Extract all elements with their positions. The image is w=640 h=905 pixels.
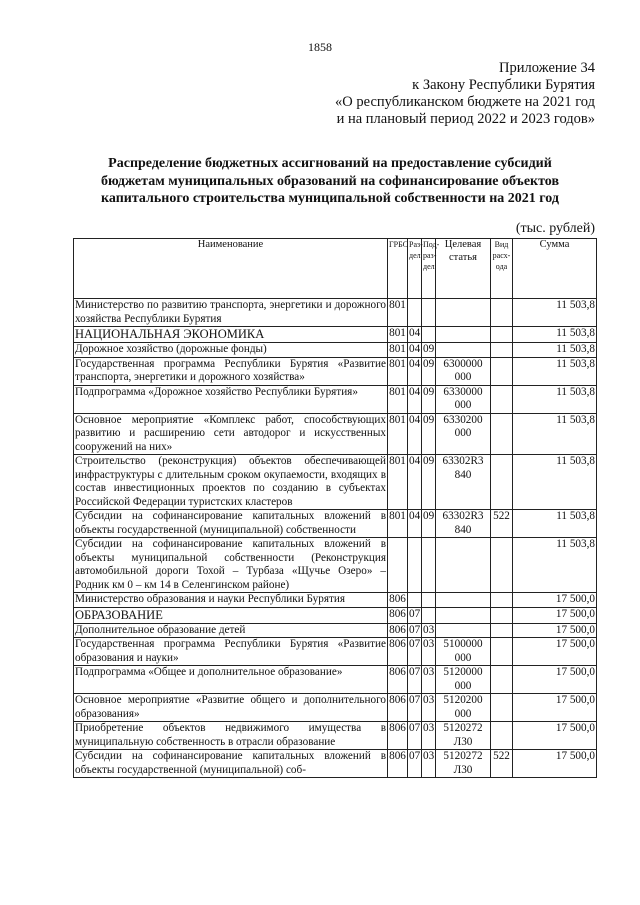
cell-target (436, 593, 491, 608)
cell-target: 5120272 Л30 (436, 722, 491, 750)
cell-name: ОБРАЗОВАНИЕ (74, 607, 388, 623)
table-row (74, 638, 597, 666)
title-line: капитального строительства муниципальной собственности на 2021 год (101, 191, 559, 206)
cell-sum: 11 503,8 (513, 327, 597, 343)
cell-razdel (408, 299, 422, 327)
cell-podrazdel: 09 (422, 455, 436, 510)
table-row (74, 455, 597, 510)
table-header-row (74, 239, 597, 299)
cell-name: Министерство образования и науки Республики Бурятия (74, 593, 388, 608)
cell-name: Субсидии на софинансирование капитальных вложений в объекты государственной (муниципальной) соб- (75, 750, 386, 776)
cell-razdel: 07 (408, 722, 422, 750)
title-line: бюджетам муниципальных образований на софинансирование объектов (100, 173, 560, 189)
cell-grbs: 801 (388, 413, 408, 455)
cell-target (436, 538, 491, 593)
cell-podrazdel: 09 (422, 510, 436, 538)
cell-grbs: 806 (388, 694, 408, 722)
table-row (74, 413, 597, 455)
cell-sum: 17 500,0 (513, 750, 597, 778)
cell-razdel: 04 (409, 343, 421, 355)
col-header-grbs: ГРБС (388, 239, 408, 299)
cell-grbs: 806 (388, 666, 408, 694)
cell-grbs (388, 538, 408, 593)
cell-target: 5100000 000 (436, 638, 491, 666)
cell-podrazdel (422, 299, 436, 327)
cell-podrazdel (422, 327, 436, 343)
col-header-razdel: Раз-дел (408, 239, 422, 299)
cell-razdel: 07 (408, 666, 422, 694)
cell-expense-type (491, 666, 513, 694)
cell-podrazdel: 03 (423, 623, 435, 636)
budget-table (73, 238, 597, 778)
cell-target: 6330000 000 (436, 385, 491, 413)
cell-name: НАЦИОНАЛЬНАЯ ЭКОНОМИКА (74, 327, 388, 343)
cell-podrazdel: 09 (423, 343, 435, 355)
cell-expense-type: 522 (491, 510, 513, 538)
col-header-target: Целевая статья (436, 239, 491, 299)
cell-sum: 11 503,8 (513, 385, 597, 413)
cell-name: Основное мероприятие «Развитие общего и дополнительного образования» (75, 694, 386, 720)
table-row (74, 538, 597, 593)
cell-grbs: 801 (388, 385, 408, 413)
cell-target: 63302R3 840 (436, 455, 491, 510)
cell-expense-type (491, 694, 513, 722)
cell-expense-type (491, 722, 513, 750)
cell-expense-type (491, 299, 513, 327)
cell-razdel: 04 (408, 327, 422, 343)
cell-expense-type (491, 343, 513, 358)
cell-grbs: 801 (388, 299, 408, 327)
cell-podrazdel: 03 (422, 694, 436, 722)
cell-expense-type (491, 327, 513, 343)
cell-podrazdel: 09 (422, 413, 436, 455)
cell-target: 63302R3 840 (436, 510, 491, 538)
cell-grbs: 801 (388, 455, 408, 510)
cell-sum: 11 503,8 (513, 343, 597, 358)
cell-podrazdel: 03 (422, 722, 436, 750)
cell-expense-type (491, 413, 513, 455)
cell-sum: 11 503,8 (513, 413, 597, 455)
cell-sum: 17 500,0 (513, 694, 597, 722)
cell-name: Государственная программа Республики Бурятия «Развитие транспорта, энергетики и дорожного хозяйства» (75, 357, 386, 383)
cell-razdel: 04 (408, 510, 422, 538)
cell-razdel: 07 (409, 623, 421, 636)
table-row (74, 694, 597, 722)
cell-expense-type (491, 538, 513, 593)
cell-expense-type (491, 357, 513, 385)
appendix-line: и на плановый период 2022 и 2023 годов» (336, 111, 595, 127)
cell-target: 5120272 Л30 (436, 750, 491, 778)
cell-name: Подпрограмма «Общее и дополнительное образование» (74, 666, 388, 694)
cell-sum: 17 500,0 (513, 722, 597, 750)
cell-razdel: 07 (408, 694, 422, 722)
cell-expense-type (491, 623, 513, 638)
cell-razdel: 04 (408, 385, 422, 413)
appendix-line: к Закону Республики Бурятия (412, 77, 595, 93)
cell-podrazdel (422, 538, 436, 593)
cell-grbs: 806 (389, 623, 406, 636)
cell-expense-type (491, 607, 513, 623)
cell-sum: 17 500,0 (513, 666, 597, 694)
cell-target (436, 327, 491, 343)
table-row (74, 623, 597, 638)
cell-grbs: 806 (388, 750, 408, 778)
cell-expense-type (491, 455, 513, 510)
cell-razdel: 07 (408, 638, 422, 666)
cell-expense-type (491, 638, 513, 666)
cell-name: Основное мероприятие «Комплекс работ, способствующих развитию и расширению сети автодорог и искусственных сооружений на них» (75, 413, 386, 453)
cell-grbs: 806 (389, 593, 406, 605)
cell-sum: 17 500,0 (513, 593, 597, 608)
cell-target (436, 343, 491, 358)
cell-grbs: 806 (388, 722, 408, 750)
table-row (74, 357, 597, 385)
cell-grbs: 801 (388, 510, 408, 538)
cell-sum: 17 500,0 (513, 607, 597, 623)
cell-podrazdel: 03 (422, 638, 436, 666)
cell-grbs: 806 (388, 607, 408, 623)
cell-razdel: 04 (408, 455, 422, 510)
title-line: Распределение бюджетных ассигнований на предоставление субсидий (108, 156, 552, 171)
table-body (74, 299, 597, 778)
cell-name: Дорожное хозяйство (дорожные фонды) (74, 343, 388, 358)
cell-name: Министерство по развитию транспорта, энергетики и дорожного хозяйства Республики Бурятия (75, 299, 386, 325)
cell-name: Приобретение объектов недвижимого имущества в муниципальную собственность в отрасли образование (75, 722, 386, 748)
cell-razdel (408, 593, 422, 608)
cell-sum: 11 503,8 (513, 357, 597, 385)
cell-sum: 11 503,8 (513, 455, 597, 510)
col-header-sum: Сумма (513, 239, 597, 299)
cell-podrazdel: 03 (422, 666, 436, 694)
cell-target: 6330200 000 (436, 413, 491, 455)
cell-expense-type (491, 385, 513, 413)
col-header-podrazdel: Под-раз-дел (422, 239, 436, 299)
cell-target: 5120000 000 (436, 666, 491, 694)
appendix-line: «О республиканском бюджете на 2021 год (335, 94, 595, 110)
table-row (74, 327, 597, 343)
cell-grbs: 801 (389, 343, 406, 355)
cell-target (436, 299, 491, 327)
cell-target: 6300000 000 (436, 357, 491, 385)
cell-expense-type: 522 (491, 750, 513, 778)
cell-grbs: 801 (388, 357, 408, 385)
table-row (74, 343, 597, 358)
cell-name: Строительство (реконструкция) объектов обеспечивающей инфраструктуры с длительным сроком окупаемости, входящих в состав инвестиционных проектов по созданию в субъектах Российской Федерации туристских кластеров (75, 455, 386, 508)
table-row (74, 722, 597, 750)
cell-razdel: 04 (408, 413, 422, 455)
cell-podrazdel: 09 (422, 357, 436, 385)
table-row (74, 666, 597, 694)
cell-name: Субсидии на софинансирование капитальных вложений в объекты государственной (муниципальной) собственности (75, 510, 386, 536)
cell-name: Подпрограмма «Дорожное хозяйство Республики Бурятия» (74, 385, 388, 413)
cell-podrazdel (422, 593, 436, 608)
cell-grbs: 806 (388, 638, 408, 666)
cell-name: Субсидии на софинансирование капитальных вложений в объекты муниципальной собственности (Реконструкция автомобильной дороги Тохой – Турбаза «Щучье Озеро» – Родник км 0 – км 14 в Селенгинском районе) (75, 538, 386, 591)
cell-sum: 11 503,8 (513, 538, 597, 593)
cell-target: 5120200 000 (436, 694, 491, 722)
cell-razdel: 04 (408, 357, 422, 385)
col-header-expense-type: Вид расх-ода (491, 239, 513, 299)
table-row (74, 750, 597, 778)
cell-podrazdel: 09 (422, 385, 436, 413)
cell-podrazdel: 03 (422, 750, 436, 778)
table-row (74, 607, 597, 623)
cell-razdel (408, 538, 422, 593)
table-row (74, 385, 597, 413)
cell-podrazdel (422, 607, 436, 623)
cell-razdel: 07 (408, 607, 422, 623)
cell-target (436, 623, 491, 638)
cell-name: Дополнительное образование детей (74, 623, 388, 638)
table-row (74, 510, 597, 538)
cell-sum: 17 500,0 (513, 623, 597, 638)
cell-grbs: 801 (388, 327, 408, 343)
document-title (50, 155, 610, 208)
appendix-line: Приложение 34 (499, 60, 595, 76)
cell-target (436, 607, 491, 623)
cell-sum: 11 503,8 (513, 299, 597, 327)
col-header-name: Наименование (74, 239, 388, 299)
cell-sum: 17 500,0 (513, 638, 597, 666)
cell-razdel: 07 (408, 750, 422, 778)
table-row (74, 299, 597, 327)
page-number: 1858 (308, 40, 332, 54)
cell-expense-type (491, 593, 513, 608)
table-row (74, 593, 597, 608)
units-label: (тыс. рублей) (515, 221, 595, 236)
appendix-header (335, 60, 595, 128)
cell-name: Государственная программа Республики Бурятия «Развитие образования и науки» (75, 638, 386, 664)
cell-sum: 11 503,8 (513, 510, 597, 538)
